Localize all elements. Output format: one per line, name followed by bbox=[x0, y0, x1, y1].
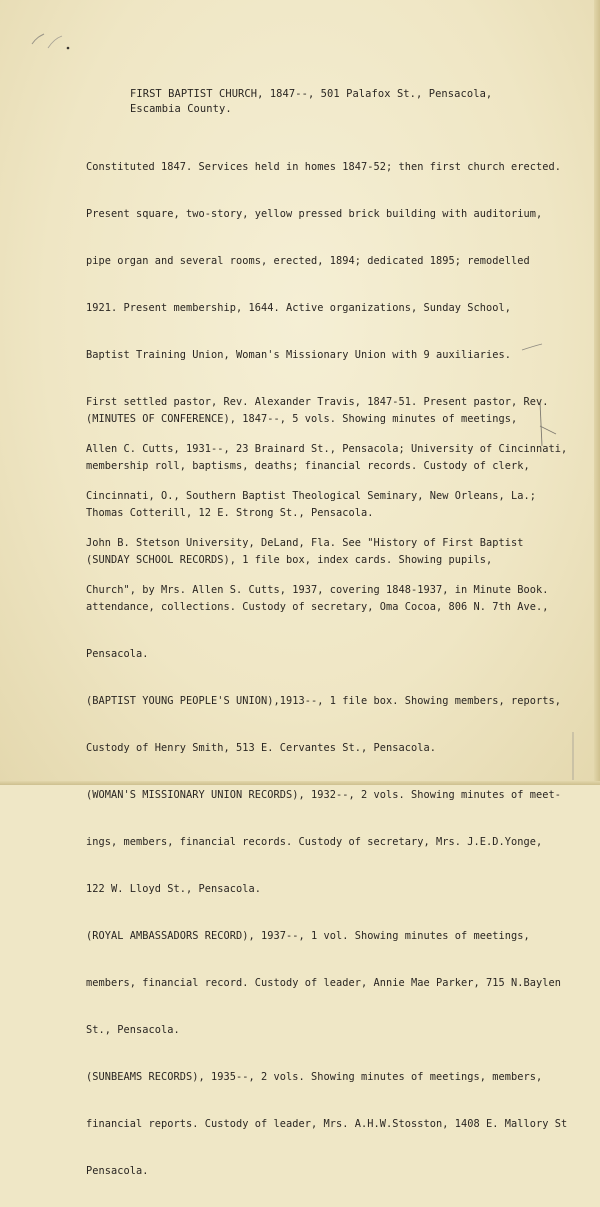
text-line: First settled pastor, Rev. Alexander Travis, 1847-51. Present pastor, Rev. bbox=[86, 396, 549, 408]
text-line: (SUNBEAMS RECORDS), 1935--, 2 vols. Showing minutes of meetings, members, bbox=[86, 1071, 543, 1083]
records-list bbox=[86, 384, 586, 1207]
text-line: St., Pensacola. bbox=[86, 1024, 180, 1036]
pencil-scribble-top-left bbox=[28, 24, 88, 60]
heading-line-1: FIRST BAPTIST CHURCH, 1847--, 501 Palafox St., Pensacola, bbox=[130, 88, 493, 100]
text-line: members, financial record. Custody of leader, Annie Mae Parker, 715 N.Baylen bbox=[86, 977, 561, 989]
heading-line-2: Escambia County. bbox=[130, 103, 232, 115]
text-line: Thomas Cotterill, 12 E. Strong St., Pensacola. bbox=[86, 507, 374, 519]
text-line: attendance, collections. Custody of secretary, Oma Cocoa, 806 N. 7th Ave., bbox=[86, 601, 549, 613]
text-line: financial reports. Custody of leader, Mrs. A.H.W.Stosston, 1408 E. Mallory St bbox=[86, 1118, 568, 1130]
page-edge-shadow-right bbox=[594, 0, 600, 785]
text-line: membership roll, baptisms, deaths; financial records. Custody of clerk, bbox=[86, 460, 530, 472]
text-line: Allen C. Cutts, 1931--, 23 Brainard St., Pensacola; University of Cincinnati, bbox=[86, 443, 568, 455]
text-line: Custody of Henry Smith, 513 E. Cervantes St., Pensacola. bbox=[86, 742, 436, 754]
text-line: ings, members, financial records. Custody of secretary, Mrs. J.E.D.Yonge, bbox=[86, 836, 543, 848]
text-line: Constituted 1847. Services held in homes 1847-52; then first church erected. bbox=[86, 161, 561, 173]
text-line: (ROYAL AMBASSADORS RECORD), 1937--, 1 vol. Showing minutes of meetings, bbox=[86, 930, 530, 942]
text-line: (BAPTIST YOUNG PEOPLE'S UNION),1913--, 1 file box. Showing members, reports, bbox=[86, 695, 561, 707]
text-line: (WOMAN'S MISSIONARY UNION RECORDS), 1932--, 2 vols. Showing minutes of meet- bbox=[86, 789, 561, 801]
text-line: Present square, two-story, yellow pressed brick building with auditorium, bbox=[86, 208, 543, 220]
text-line: Cincinnati, O., Southern Baptist Theological Seminary, New Orleans, La.; bbox=[86, 490, 536, 502]
text-line: John B. Stetson University, DeLand, Fla. See "History of First Baptist bbox=[86, 537, 524, 549]
text-line: (MINUTES OF CONFERENCE), 1847--, 5 vols. Showing minutes of meetings, bbox=[86, 413, 518, 425]
text-line: Church", by Mrs. Allen S. Cutts, 1937, covering 1848-1937, in Minute Book. bbox=[86, 584, 549, 596]
text-line: Pensacola. bbox=[86, 648, 149, 660]
text-line: 1921. Present membership, 1644. Active organizations, Sunday School, bbox=[86, 302, 511, 314]
text-line: Pensacola. bbox=[86, 1165, 149, 1177]
text-line: pipe organ and several rooms, erected, 1894; dedicated 1895; remodelled bbox=[86, 255, 530, 267]
text-line: 122 W. Lloyd St., Pensacola. bbox=[86, 883, 261, 895]
text-line: Baptist Training Union, Woman's Missionary Union with 9 auxiliaries. bbox=[86, 349, 511, 361]
entry-heading bbox=[130, 87, 570, 117]
text-line: (SUNDAY SCHOOL RECORDS), 1 file box, index cards. Showing pupils, bbox=[86, 554, 493, 566]
